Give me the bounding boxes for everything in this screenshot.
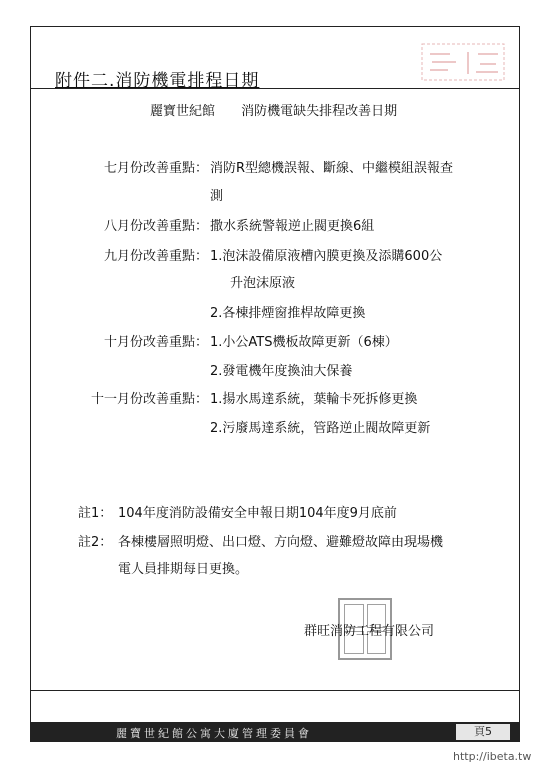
schedule-item-july-line2: 測 [210,189,224,204]
schedule-label-august: 八月份改善重點： [103,219,208,234]
note-label-1: 註1： [78,506,113,521]
schedule-item-july-line1: 消防R型總機誤報、斷線、中繼模組誤報查 [210,161,454,176]
schedule-item-september-line3: 2.各棟排煙窗推桿故障更換 [210,306,366,321]
footer-bar [30,722,520,742]
schedule-label-november: 十一月份改善重點： [90,392,208,407]
footer-committee-name: 麗寶世紀館公寓大廈管理委員會 [116,727,312,740]
subtitle [150,100,419,119]
note-2-line2: 電人員排期每日更換。 [118,562,249,577]
page-number: 頁5 [456,724,510,740]
note-label-2: 註2： [78,535,113,550]
schedule-label-october: 十月份改善重點： [103,335,208,350]
schedule-item-october-line2: 2.發電機年度換油大保養 [210,364,353,379]
corner-seal-stamp [418,40,508,84]
schedule-item-august-line1: 撒水系統警報逆止閥更換6組 [210,219,375,234]
note-2-line1: 各棟樓層照明燈、出口燈、方向燈、避難燈故障由現場機 [118,535,444,550]
schedule-label-july: 七月份改善重點： [103,161,208,176]
schedule-item-november-line1: 1.揚水馬達系統，葉輪卡死拆修更換 [210,392,418,407]
schedule-item-september-line2: 升泡沫原液 [230,276,296,291]
company-name: 群旺消防工程有限公司 [304,624,435,639]
schedule-item-november-line2: 2.污廢馬達系統，管路逆止閥故障更新 [210,421,431,436]
footer-rule [30,690,520,691]
watermark: http://ibeta.tw [453,750,532,763]
page-title: 附件二.消防機電排程日期 [55,71,260,91]
subtitle-heading: 消防機電缺失排程改善日期 [241,104,398,119]
schedule-item-september-line1: 1.泡沫設備原液槽內膜更換及添購600公 [210,249,443,264]
note-1-line1: 104年度消防設備安全申報日期104年度9月底前 [118,506,397,521]
subtitle-building: 麗寶世紀館 [150,104,216,119]
schedule-label-september: 九月份改善重點： [103,249,208,264]
schedule-item-october-line1: 1.小公ATS機板故障更新（6棟） [210,335,398,350]
